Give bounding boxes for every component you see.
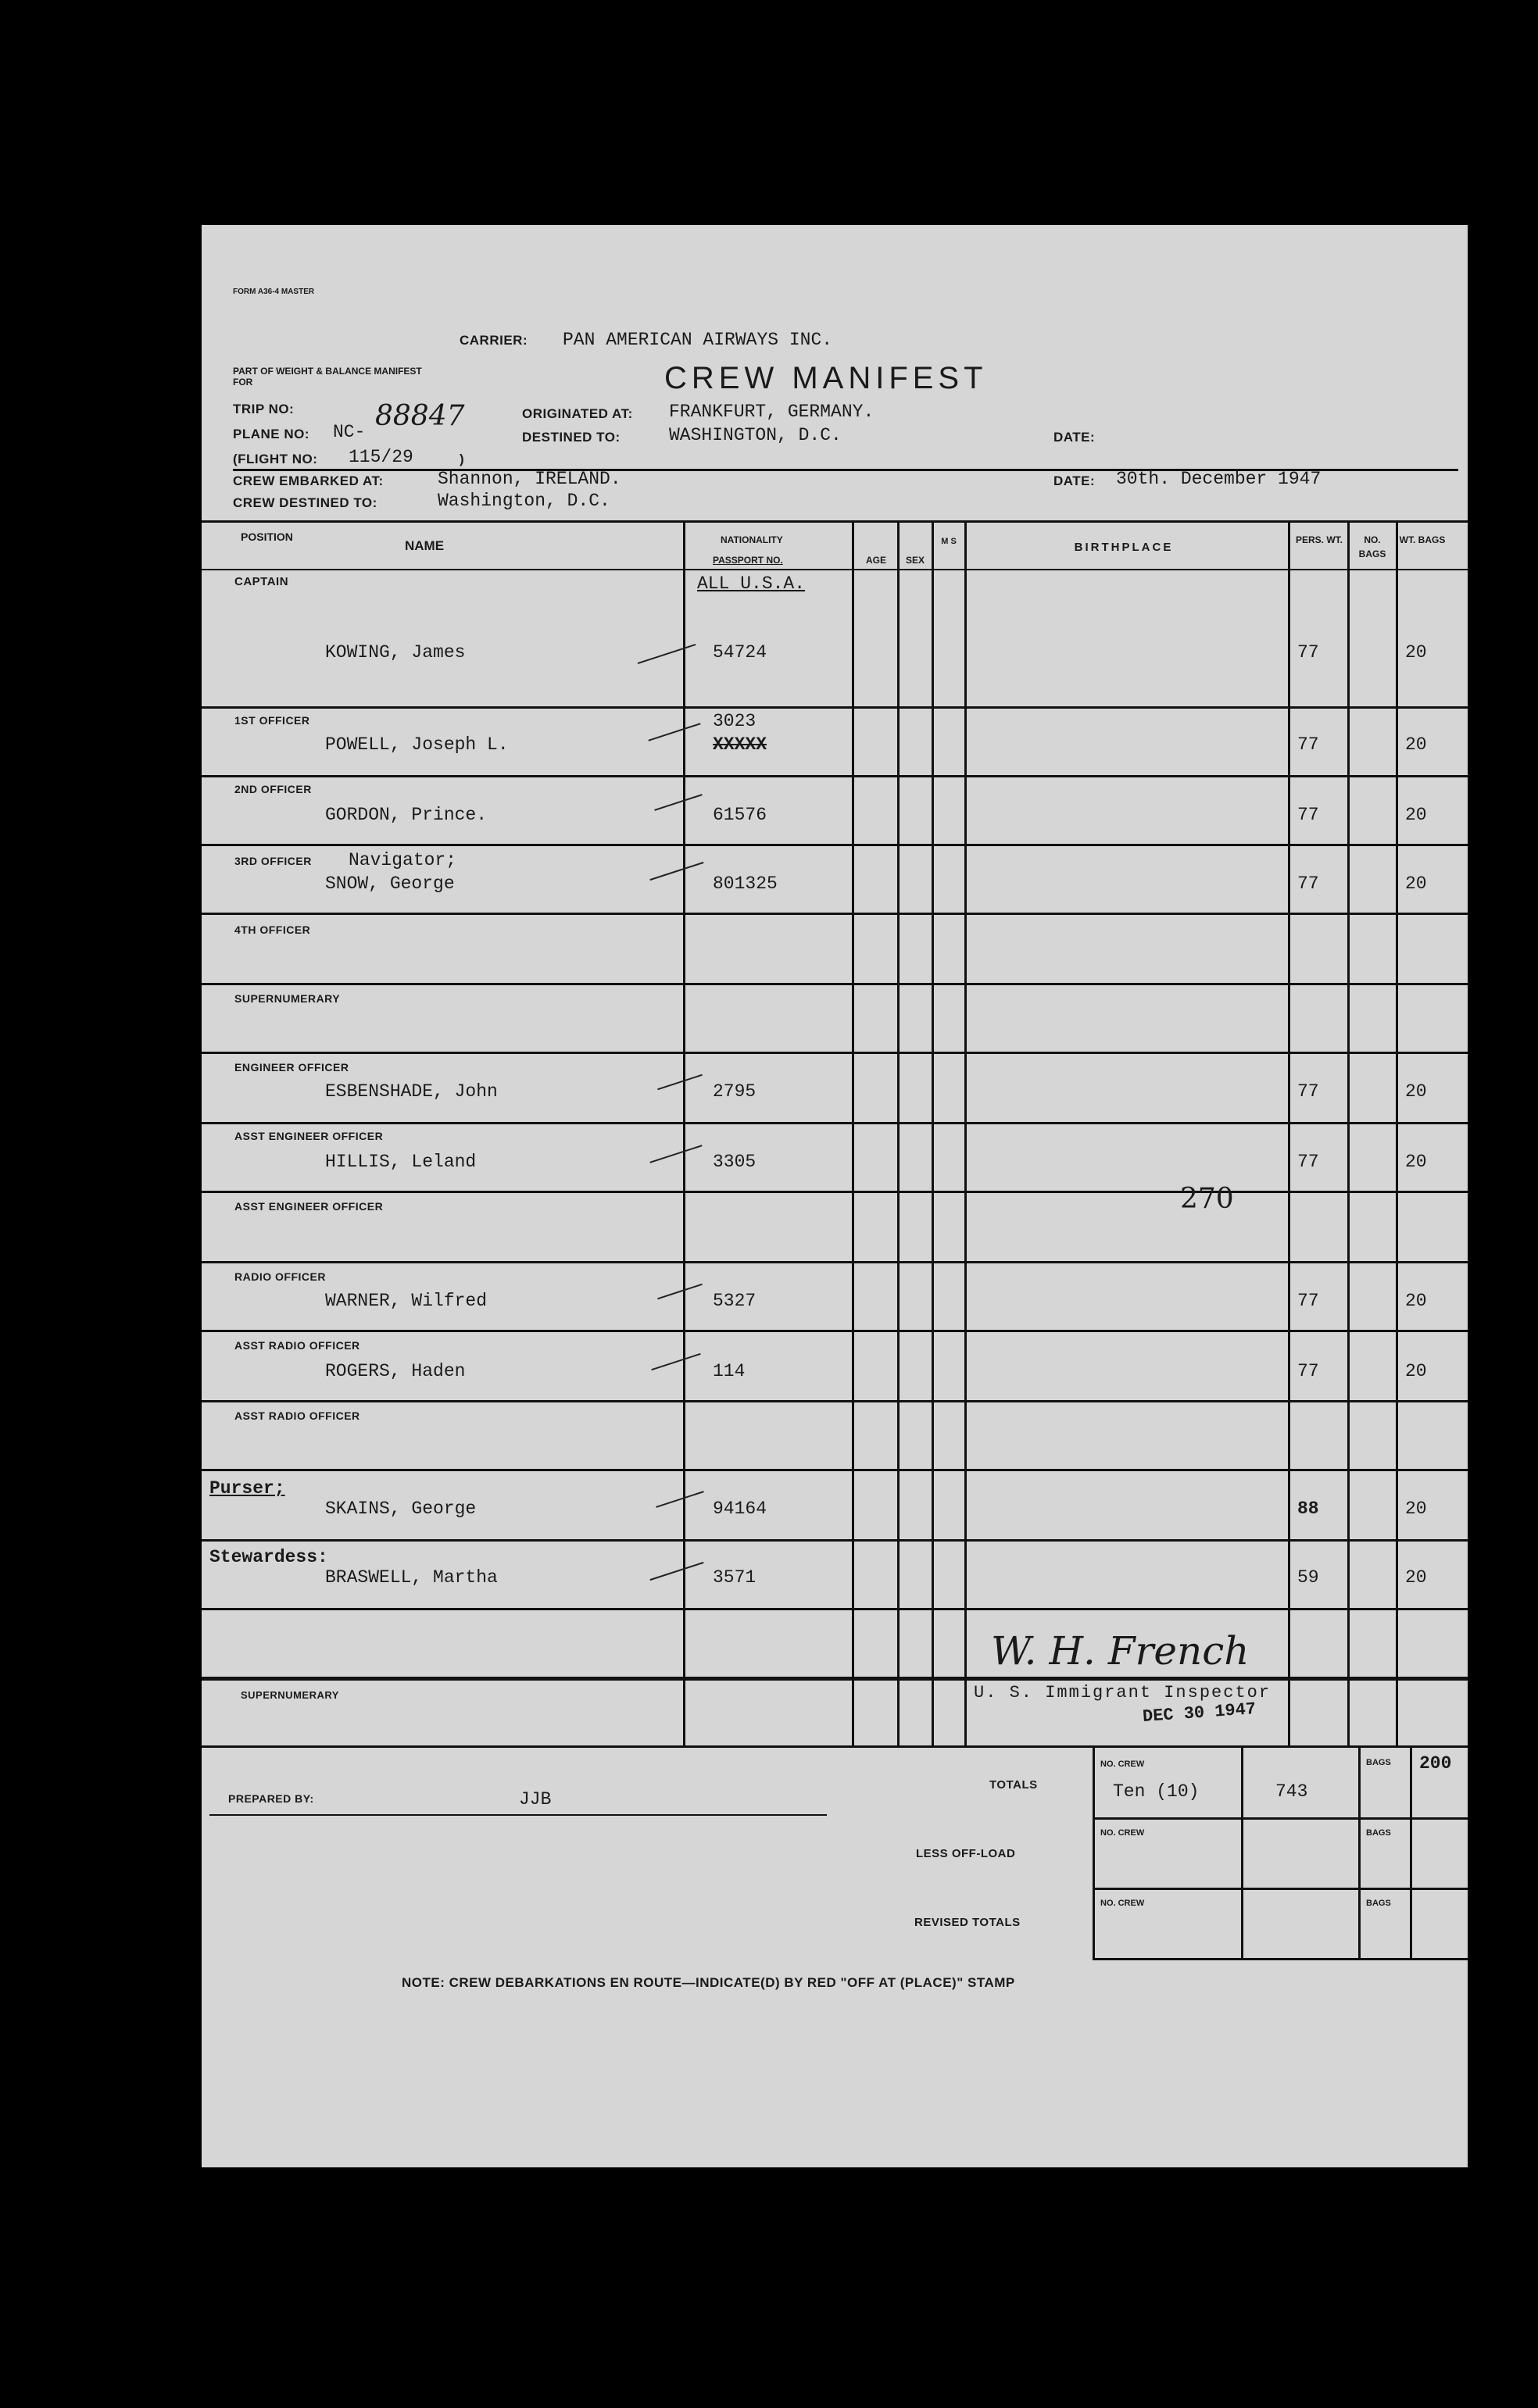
passport-number: 801325 <box>713 874 778 894</box>
position-note: Navigator; <box>349 850 457 870</box>
personal-weight: 77 <box>1297 805 1319 825</box>
crew-name: GORDON, Prince. <box>325 805 488 825</box>
handwritten-total: 270 <box>1180 1183 1234 1215</box>
bags-weight: 20 <box>1405 805 1427 825</box>
plane-prefix: NC- <box>333 422 366 442</box>
flight-number: 115/29 <box>349 447 413 467</box>
crew-destined-value: Washington, D.C. <box>438 491 610 511</box>
personal-weight: 77 <box>1297 642 1319 663</box>
less-offload-label: LESS OFF-LOAD <box>916 1847 1016 1860</box>
position-4th-officer: 4TH OFFICER <box>234 924 311 936</box>
passport-number: 3305 <box>713 1152 756 1172</box>
page-title: CREW MANIFEST <box>664 361 988 395</box>
passport-number: 54724 <box>713 642 767 663</box>
bags-weight: 20 <box>1405 1081 1427 1102</box>
bags-weight: 20 <box>1405 1567 1427 1588</box>
manifest-sheet <box>202 225 1468 2167</box>
col-passport: PASSPORT NO. <box>713 555 783 566</box>
col-no-bags: NO. BAGS <box>1358 534 1386 559</box>
col-age: AGE <box>865 555 886 566</box>
crew-embarked-value: Shannon, IRELAND. <box>438 469 621 489</box>
prepared-by-label: PREPARED BY: <box>228 1792 314 1805</box>
passport-number: 114 <box>713 1361 746 1381</box>
bags-total: 200 <box>1419 1753 1452 1774</box>
no-crew-total: Ten (10) <box>1113 1781 1200 1802</box>
passport-number: 61576 <box>713 805 767 825</box>
revised-totals-label: REVISED TOTALS <box>914 1916 1021 1929</box>
crew-name: POWELL, Joseph L. <box>325 734 509 755</box>
col-pers-wt: PERS. WT. <box>1295 534 1343 545</box>
position-asst-radio-officer: ASST RADIO OFFICER <box>234 1339 360 1352</box>
prepared-by-value: JJB <box>519 1789 552 1810</box>
bags-weight: 20 <box>1405 642 1427 663</box>
part-of-label: PART OF WEIGHT & BALANCE MANIFEST FOR <box>233 366 422 388</box>
crew-name: SNOW, George <box>325 874 455 894</box>
no-crew-label: NO. CREW <box>1100 1760 1145 1769</box>
passport-number: 2795 <box>713 1081 756 1102</box>
no-crew-label-offload: NO. CREW <box>1100 1828 1145 1838</box>
personal-weight: 77 <box>1297 874 1319 894</box>
carrier-value: PAN AMERICAN AIRWAYS INC. <box>563 330 833 350</box>
passport-number: 5327 <box>713 1291 756 1311</box>
form-number: FORM A36-4 MASTER <box>233 288 315 296</box>
nationality-all: ALL U.S.A. <box>697 573 806 594</box>
personal-weight: 77 <box>1297 1361 1319 1381</box>
col-name: NAME <box>405 538 445 553</box>
destined-value: WASHINGTON, D.C. <box>669 425 842 445</box>
position-supernumerary: SUPERNUMERARY <box>234 992 341 1005</box>
personal-weight: 77 <box>1297 1081 1319 1102</box>
personal-weight: 88 <box>1297 1499 1319 1519</box>
col-position: POSITION <box>241 531 293 543</box>
position-captain: CAPTAIN <box>234 575 289 588</box>
inspector-title: U. S. Immigrant Inspector <box>974 1683 1272 1702</box>
bags-weight: 20 <box>1405 1361 1427 1381</box>
plane-number: 88847 <box>375 400 465 432</box>
position-2nd-officer: 2ND OFFICER <box>234 783 312 795</box>
date-label: DATE: <box>1053 473 1096 488</box>
date-value: 30th. December 1947 <box>1116 469 1322 489</box>
crew-name: BRASWELL, Martha <box>325 1567 498 1588</box>
weight-total: 743 <box>1275 1781 1308 1802</box>
col-wt-bags: WT. BAGS <box>1399 534 1446 545</box>
personal-weight: 77 <box>1297 1291 1319 1311</box>
passport-number: 3571 <box>713 1567 756 1588</box>
inspector-signature: W. H. French <box>991 1628 1250 1674</box>
crew-name: WARNER, Wilfred <box>325 1291 488 1311</box>
position-radio-officer: RADIO OFFICER <box>234 1270 326 1283</box>
destined-label: DESTINED TO: <box>522 430 621 445</box>
passport-number: 94164 <box>713 1499 767 1519</box>
crew-name: SKAINS, George <box>325 1499 477 1519</box>
bags-label-revised: BAGS <box>1366 1899 1391 1908</box>
col-nationality: NATIONALITY <box>721 534 783 545</box>
debarkation-note: NOTE: CREW DEBARKATIONS EN ROUTE—INDICATE(D) BY RED "OFF AT (PLACE)" STAMP <box>402 1975 1015 1990</box>
carrier-label: CARRIER: <box>460 333 528 348</box>
personal-weight: 77 <box>1297 734 1319 755</box>
position-asst-engineer-officer-2: ASST ENGINEER OFFICER <box>234 1200 384 1213</box>
position-asst-engineer-officer: ASST ENGINEER OFFICER <box>234 1130 384 1142</box>
flight-close: ) <box>460 452 465 466</box>
crew-name: KOWING, James <box>325 642 466 663</box>
bags-label-offload: BAGS <box>1366 1828 1391 1838</box>
plane-label: PLANE NO: <box>233 427 309 441</box>
position-purser: Purser; <box>209 1478 285 1499</box>
position-stewardess: Stewardess: <box>209 1547 328 1567</box>
position-3rd-officer: 3RD OFFICER <box>234 855 312 867</box>
position-1st-officer: 1ST OFFICER <box>234 714 310 727</box>
bags-weight: 20 <box>1405 734 1427 755</box>
position-engineer-officer: ENGINEER OFFICER <box>234 1061 349 1074</box>
col-sex: SEX <box>905 555 925 566</box>
bags-label: BAGS <box>1366 1758 1391 1767</box>
passport-number: 3023 <box>713 711 756 731</box>
originated-label: ORIGINATED AT: <box>522 406 633 421</box>
col-ms: M S <box>941 537 957 546</box>
position-asst-radio-officer-2: ASST RADIO OFFICER <box>234 1409 360 1422</box>
flight-label: (FLIGHT NO: <box>233 452 318 466</box>
crew-name: ROGERS, Haden <box>325 1361 466 1381</box>
personal-weight: 59 <box>1297 1567 1319 1588</box>
personal-weight: 77 <box>1297 1152 1319 1172</box>
passport-struck: XXXXX <box>713 734 767 755</box>
crew-embarked-label: CREW EMBARKED AT: <box>233 473 384 488</box>
bags-weight: 20 <box>1405 874 1427 894</box>
totals-label: TOTALS <box>989 1778 1038 1792</box>
trip-label: TRIP NO: <box>233 402 295 416</box>
originated-value: FRANKFURT, GERMANY. <box>669 402 875 422</box>
inspection-stamp-date: DEC 30 1947 <box>1142 1699 1257 1727</box>
position-supernumerary-2: SUPERNUMERARY <box>241 1689 339 1701</box>
bags-weight: 20 <box>1405 1499 1427 1519</box>
date-label-top: DATE: <box>1053 430 1096 445</box>
crew-name: HILLIS, Leland <box>325 1152 477 1172</box>
no-crew-label-revised: NO. CREW <box>1100 1899 1145 1908</box>
bags-weight: 20 <box>1405 1152 1427 1172</box>
bags-weight: 20 <box>1405 1291 1427 1311</box>
crew-name: ESBENSHADE, John <box>325 1081 498 1102</box>
col-birthplace: BIRTHPLACE <box>1074 541 1174 554</box>
crew-destined-label: CREW DESTINED TO: <box>233 495 377 510</box>
